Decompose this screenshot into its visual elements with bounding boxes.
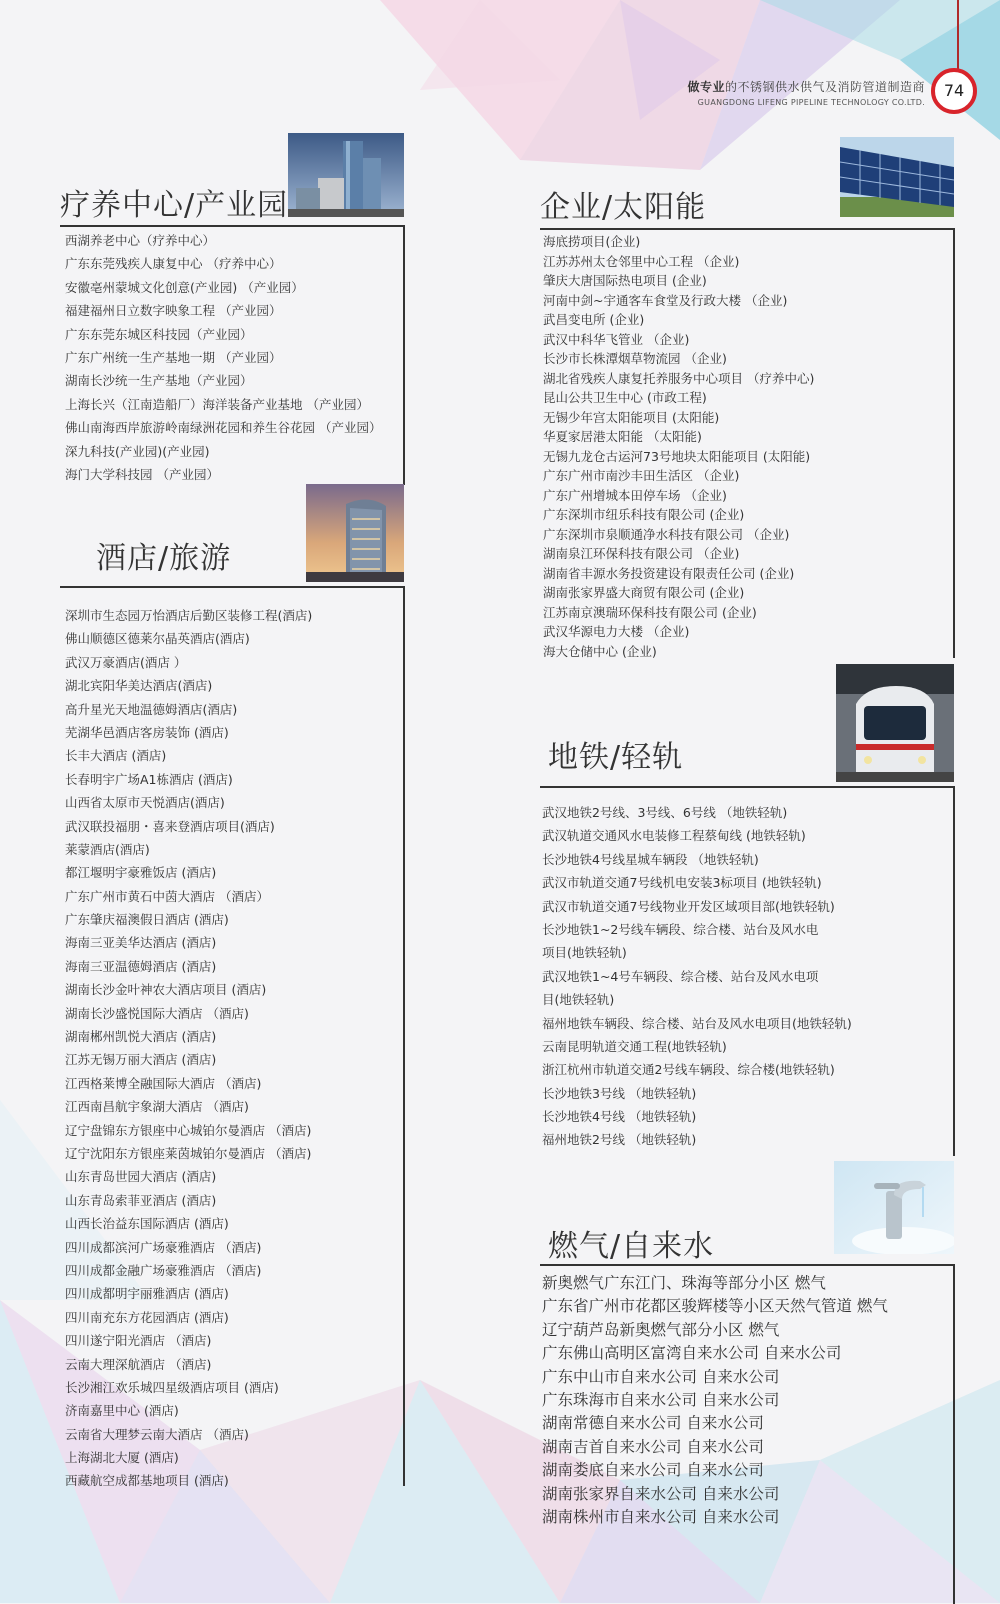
list-item: 湖南常德自来水公司 自来水公司	[542, 1414, 764, 1433]
list-item: 四川成都滨河广场豪雅酒店 （酒店)	[65, 1239, 262, 1255]
section-vrule-enterprise	[953, 228, 955, 658]
list-item: 莱蒙酒店(酒店)	[65, 841, 150, 857]
list-item: 山西长治益东国际酒店 (酒店)	[65, 1216, 229, 1232]
gas-water-list	[542, 1272, 888, 1529]
list-item: 江西格莱博全融国际大酒店 （酒店)	[65, 1075, 262, 1091]
list-item: 海南三亚美华达酒店 (酒店)	[65, 935, 217, 951]
section-rule-metro	[540, 786, 955, 788]
section-title-metro: 地铁/轻轨	[548, 740, 684, 775]
list-item: 湖南娄底自来水公司 自来水公司	[542, 1461, 764, 1480]
list-item: 湖南省丰源水务投资建设有限责任公司 (企业)	[543, 565, 795, 581]
list-item: 江西南昌航宇象湖大酒店 （酒店)	[65, 1099, 249, 1115]
list-item: 云南昆明轨道交通工程(地铁轻轨)	[542, 1038, 727, 1054]
section-title-healthcare: 疗养中心/产业园	[60, 188, 289, 223]
list-item: 广东佛山高明区富湾自来水公司 自来水公司	[542, 1344, 842, 1363]
list-item: 武汉轨道交通风水电装修工程蔡甸线 (地铁轻轨)	[542, 828, 806, 844]
list-item: 广东广州市黄石中茵大酒店 （酒店）	[65, 888, 269, 904]
list-item: 肇庆大唐国际热电项目 (企业)	[543, 273, 707, 288]
list-item: 福建福州日立数字映象工程 （产业园）	[65, 303, 282, 319]
hotel-list	[65, 604, 312, 1493]
list-item: 海门大学科技园 （产业园）	[65, 466, 219, 482]
list-item: 安徽亳州蒙城文化创意(产业园) （产业园）	[65, 279, 304, 295]
list-item: 江苏南京澳瑞环保科技有限公司 (企业)	[543, 604, 757, 620]
section-vrule-metro	[953, 786, 955, 1156]
list-item: 长沙地铁4号线星城车辆段 （地铁轻轨)	[542, 851, 759, 867]
list-item: 山东青岛世园大酒店 (酒店)	[65, 1169, 217, 1185]
list-item: 上海长兴（江南造船厂）海洋装备产业基地 （产业园）	[65, 396, 369, 412]
page-number: 74	[931, 68, 977, 114]
list-item: 长沙市长株潭烟草物流园 （企业)	[543, 351, 727, 366]
list-item: 湖南郴州凯悦大酒店 (酒店)	[65, 1029, 217, 1045]
enterprise-list	[543, 232, 814, 661]
list-item: 广东肇庆福澳假日酒店 (酒店)	[65, 912, 229, 928]
list-item: 湖南长沙金叶神农大酒店项目 (酒店)	[65, 982, 267, 998]
list-item: 海底捞项目(企业)	[543, 234, 641, 249]
list-item: 武汉华源电力大楼 （企业)	[543, 624, 690, 639]
list-item: 海大仓储中心 (企业)	[543, 643, 657, 659]
list-item: 长沙地铁3号线 （地铁轻轨)	[542, 1085, 697, 1101]
list-item: 武汉万豪酒店(酒店 ）	[65, 654, 187, 670]
list-item: 湖南长沙统一生产基地（产业园）	[65, 373, 253, 389]
list-item: 江苏苏州太仓邻里中心工程 （企业)	[543, 253, 740, 269]
list-item: 福州地铁车辆段、综合楼、站台及风水电项目(地铁轻轨)	[542, 1015, 852, 1031]
healthcare-building-photo	[288, 133, 404, 217]
list-item: 四川成都金融广场豪雅酒店 （酒店)	[65, 1262, 262, 1278]
list-item: 武汉市轨道交通7号线物业开发区域项目部(地铁轻轨)	[542, 898, 835, 914]
list-item: 华夏家居港太阳能 （太阳能)	[543, 429, 702, 444]
header-red-line	[957, 0, 959, 70]
list-item: 辽宁盘锦东方银座中心城铂尔曼酒店 （酒店)	[65, 1122, 312, 1138]
list-item: 广东深圳市纽乐科技有限公司 (企业)	[543, 507, 745, 522]
list-item: 广东珠海市自来水公司 自来水公司	[542, 1390, 780, 1409]
list-item: 长春明宇广场A1栋酒店 (酒店)	[65, 771, 233, 787]
list-item: 湖南泉江环保科技有限公司 （企业)	[543, 546, 740, 561]
list-item: 长沙地铁1~2号线车辆段、综合楼、站台及风水电	[542, 921, 819, 937]
hotel-building-photo	[306, 484, 404, 582]
slogan-rest: 的不锈钢供水供气及消防管道制造商	[724, 80, 925, 94]
list-item: 高升星光天地温德姆酒店(酒店)	[65, 701, 238, 717]
healthcare-list	[65, 229, 381, 486]
solar-panel-photo	[840, 137, 954, 217]
list-item: 江苏无锡万丽大酒店 (酒店)	[65, 1052, 217, 1068]
company-slogan	[687, 78, 925, 95]
list-item: 济南嘉里中心 (酒店)	[65, 1403, 179, 1419]
list-item: 湖北省残疾人康复托养服务中心项目 （疗养中心)	[543, 370, 815, 386]
list-item: 山西省太原市天悦酒店(酒店)	[65, 795, 225, 811]
list-item: 都江堰明宇豪雅饭店 (酒店)	[65, 865, 217, 881]
list-item: 西藏航空成都基地项目 (酒店)	[65, 1473, 229, 1489]
slogan-bold: 做专业	[687, 80, 725, 94]
list-item: 长沙地铁4号线 （地铁轻轨)	[542, 1109, 697, 1125]
list-item: 项目(地铁轻轨)	[542, 945, 627, 961]
list-item: 广东省广州市花都区骏辉楼等小区天然气管道 燃气	[542, 1297, 888, 1316]
list-item: 广东广州市南沙丰田生活区 （企业)	[543, 468, 740, 483]
list-item: 上海湖北大厦 (酒店)	[65, 1450, 179, 1466]
list-item: 昆山公共卫生中心 (市政工程)	[543, 390, 707, 405]
list-item: 湖北宾阳华美达酒店(酒店)	[65, 678, 213, 694]
list-item: 武汉市轨道交通7号线机电安装3标项目 (地铁轻轨)	[542, 875, 822, 891]
list-item: 无锡九龙仓古运河73号地块太阳能项目 (太阳能)	[543, 448, 811, 464]
list-item: 武昌变电所 (企业)	[543, 312, 645, 327]
list-item: 湖南张家界自来水公司 自来水公司	[542, 1484, 780, 1503]
list-item: 广东广州增城本田停车场 （企业)	[543, 487, 727, 503]
section-rule-healthcare	[60, 225, 405, 227]
section-vrule-hotel	[403, 586, 405, 1486]
list-item: 山东青岛索菲亚酒店 (酒店)	[65, 1192, 217, 1208]
list-item: 佛山南海西岸旅游岭南绿洲花园和养生谷花园 （产业园）	[65, 420, 382, 436]
list-item: 长丰大酒店 (酒店)	[65, 748, 167, 764]
list-item: 新奥燃气广东江门、珠海等部分小区 燃气	[542, 1274, 826, 1292]
list-item: 广东广州统一生产基地一期 （产业园）	[65, 349, 282, 365]
list-item: 长沙湘江欢乐城四星级酒店项目 (酒店)	[65, 1379, 279, 1395]
section-title-enterprise: 企业/太阳能	[540, 190, 707, 225]
section-title-gas: 燃气/自来水	[548, 1229, 715, 1264]
list-item: 海南三亚温德姆酒店 (酒店)	[65, 958, 217, 974]
faucet-photo	[834, 1161, 954, 1254]
section-rule-gas	[540, 1264, 955, 1266]
list-item: 广东中山市自来水公司 自来水公司	[542, 1367, 780, 1386]
list-item: 武汉地铁1~4号车辆段、综合楼、站台及风水电项	[542, 968, 819, 984]
list-item: 武汉中科华飞管业 （企业)	[543, 331, 690, 347]
company-name-en: GUANGDONG LIFENG PIPELINE TECHNOLOGY CO.LTD.	[697, 98, 925, 107]
list-item: 云南大理深航酒店 （酒店)	[65, 1356, 212, 1372]
list-item: 广东东莞东城区科技园（产业园）	[65, 326, 253, 342]
section-vrule-gas	[953, 1264, 955, 1604]
list-item: 云南省大理梦云南大酒店 （酒店)	[65, 1426, 249, 1442]
list-item: 深九科技(产业园)(产业园)	[65, 443, 210, 459]
section-rule-enterprise	[540, 228, 955, 230]
list-item: 辽宁沈阳东方银座莱茵城铂尔曼酒店 （酒店)	[65, 1145, 312, 1161]
list-item: 四川成都明宇丽雅酒店 (酒店)	[65, 1286, 229, 1302]
list-item: 武汉地铁2号线、3号线、6号线 （地铁轻轨)	[542, 805, 788, 820]
section-rule-hotel	[60, 586, 405, 588]
list-item: 河南中剑~宇通客车食堂及行政大楼 （企业)	[543, 292, 788, 308]
metro-list	[542, 801, 852, 1152]
list-item: 西湖养老中心（疗养中心）	[65, 233, 216, 248]
list-item: 武汉联投福朋・喜来登酒店项目(酒店)	[65, 818, 275, 834]
list-item: 辽宁葫芦岛新奥燃气部分小区 燃气	[542, 1320, 780, 1339]
list-item: 目(地铁轻轨)	[542, 992, 615, 1008]
list-item: 无锡少年宫太阳能项目 (太阳能)	[543, 409, 720, 425]
header	[687, 78, 925, 107]
section-title-hotel: 酒店/旅游	[96, 541, 232, 576]
metro-train-photo	[836, 664, 954, 782]
list-item: 湖南株州市自来水公司 自来水公司	[542, 1507, 780, 1526]
list-item: 深圳市生态园万怡酒店后勤区装修工程(酒店)	[65, 608, 313, 623]
list-item: 佛山顺德区德莱尔晶英酒店(酒店)	[65, 631, 250, 647]
list-item: 湖南张家界盛大商贸有限公司 (企业)	[543, 585, 745, 600]
list-item: 芜湖华邑酒店客房装饰 (酒店)	[65, 724, 229, 740]
list-item: 四川遂宁阳光酒店 （酒店)	[65, 1333, 212, 1349]
list-item: 福州地铁2号线 （地铁轻轨)	[542, 1132, 697, 1148]
list-item: 湖南吉首自来水公司 自来水公司	[542, 1437, 764, 1456]
list-item: 广东深圳市泉顺通净水科技有限公司 （企业)	[543, 526, 790, 542]
list-item: 湖南长沙盛悦国际大酒店 （酒店)	[65, 1005, 249, 1021]
list-item: 浙江杭州市轨道交通2号线车辆段、综合楼(地铁轻轨)	[542, 1062, 835, 1078]
list-item: 广东东莞残疾人康复中心 （疗养中心）	[65, 256, 282, 272]
list-item: 四川南充东方花园酒店 (酒店)	[65, 1309, 229, 1325]
section-vrule-healthcare	[403, 225, 405, 485]
